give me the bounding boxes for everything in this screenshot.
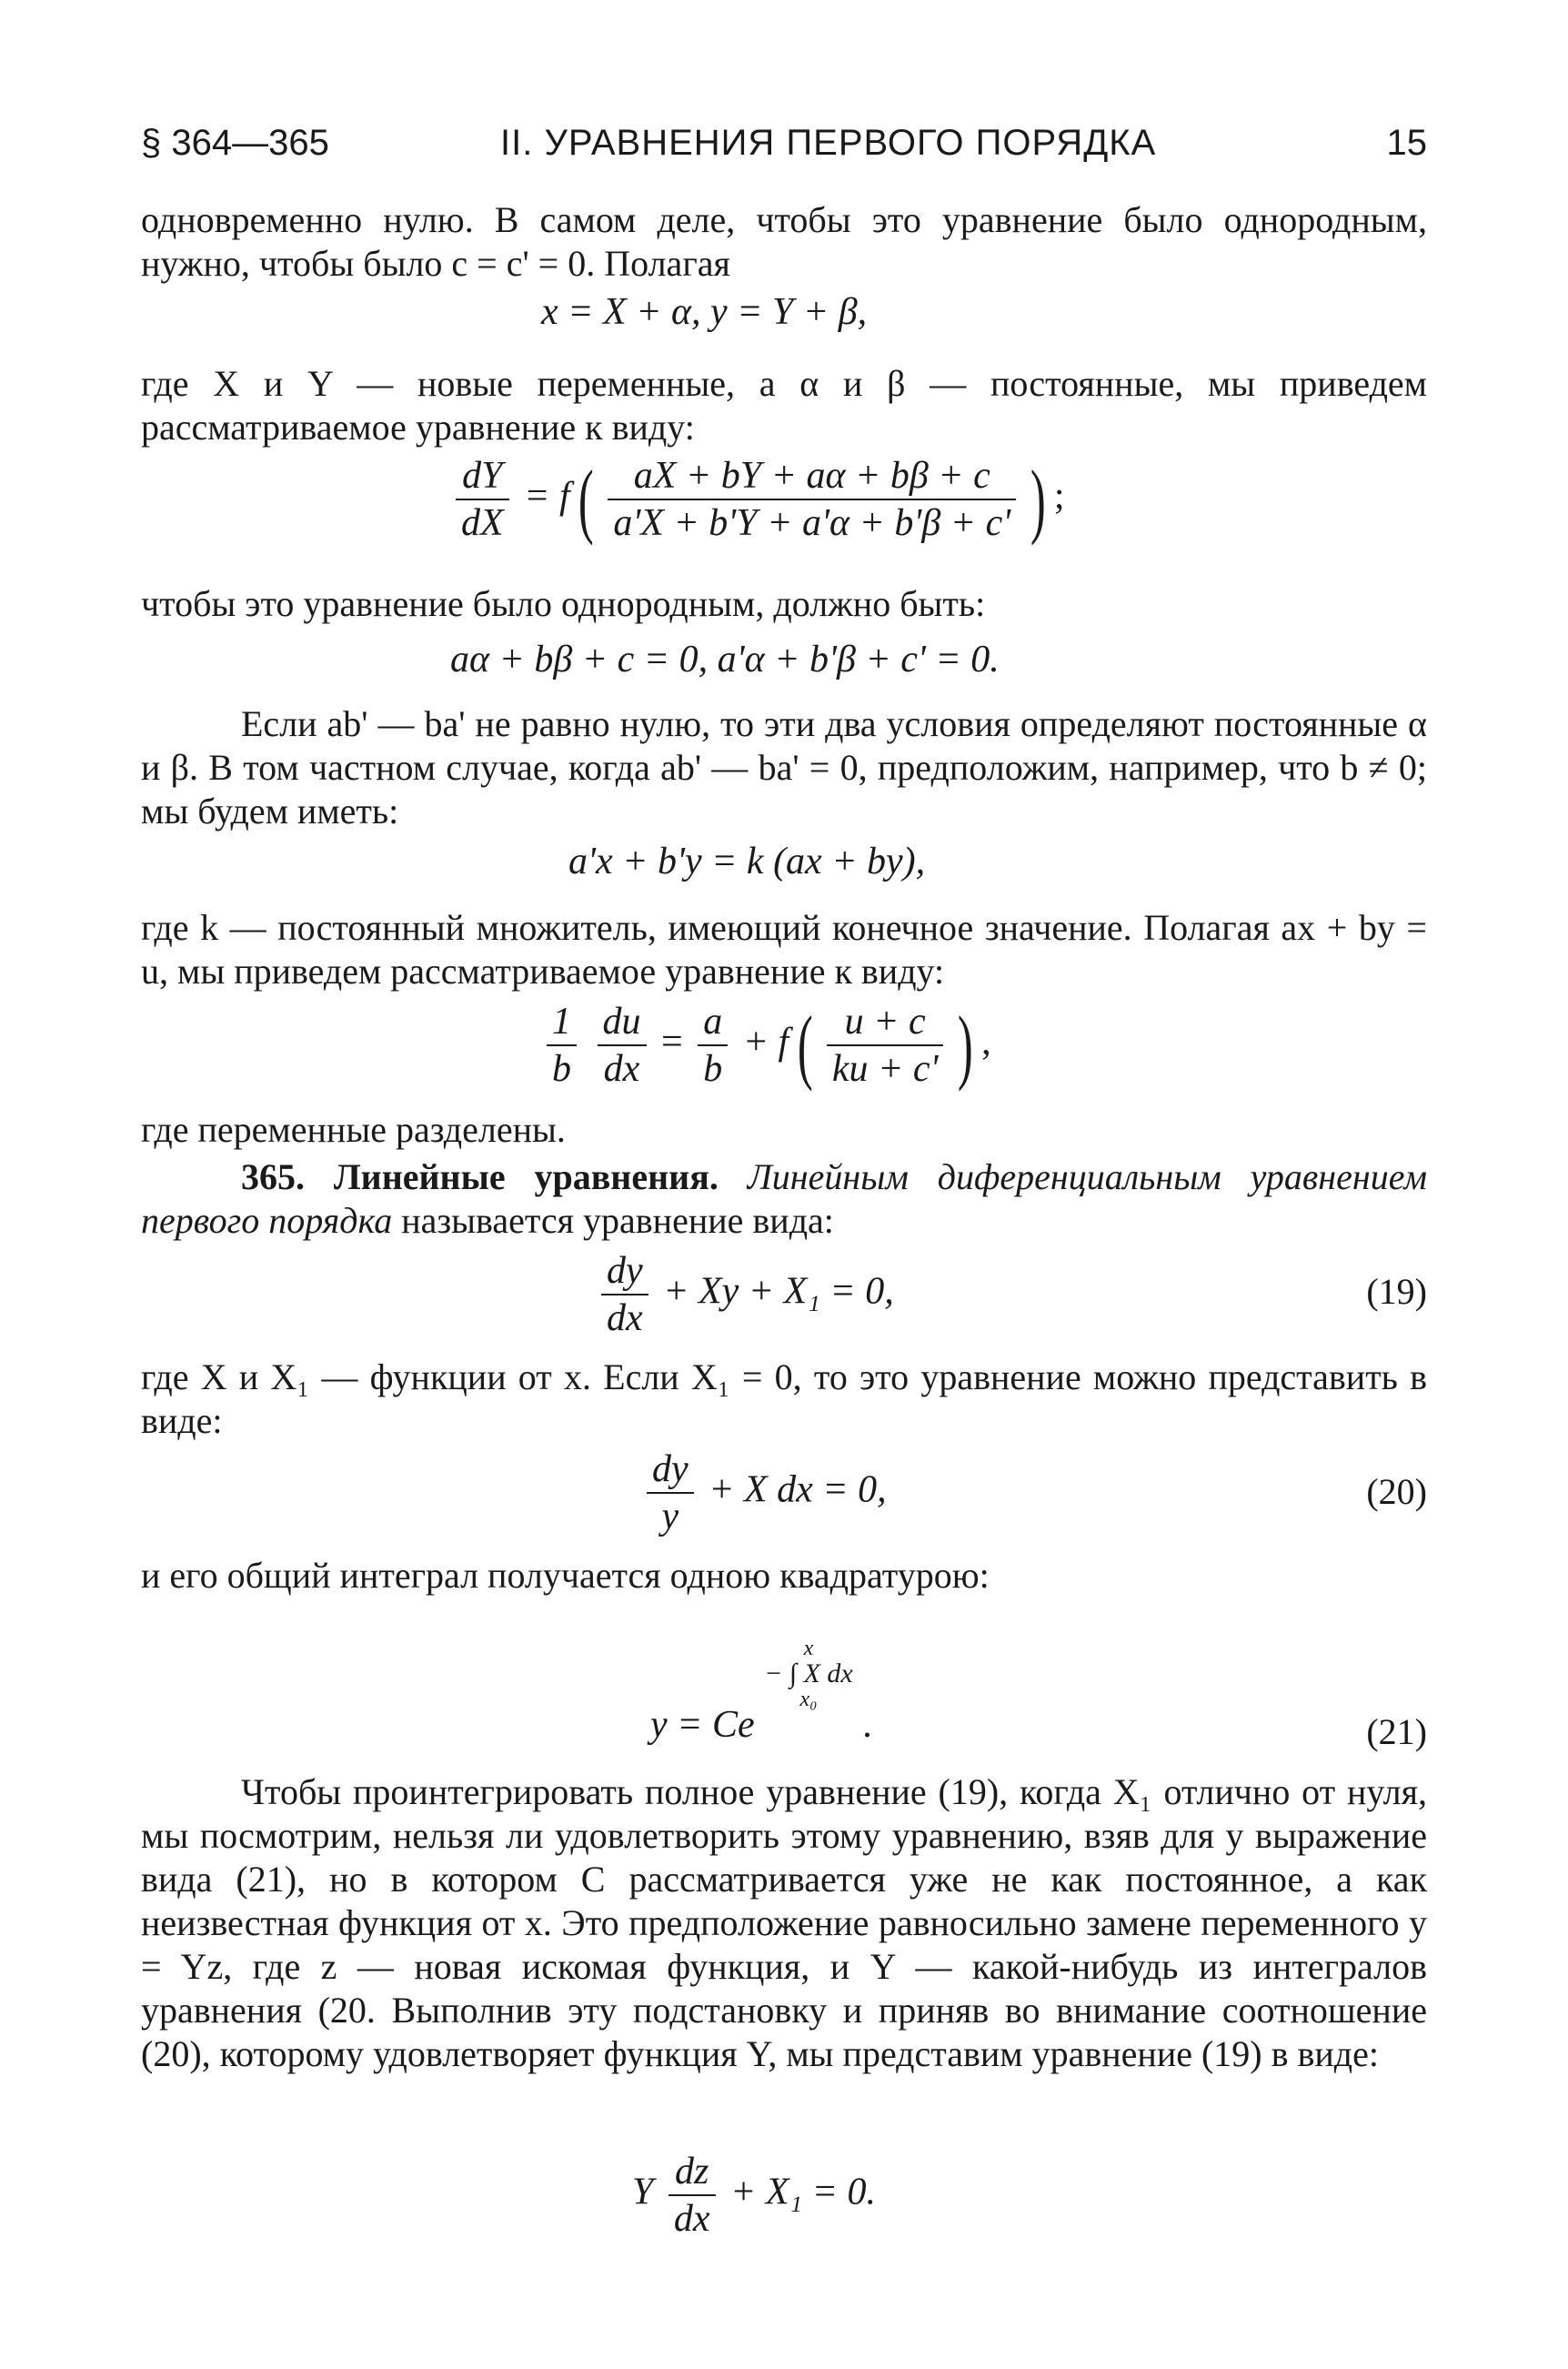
equation-substitution: x = X + α, y = Y + β, bbox=[541, 291, 868, 333]
equation-19: $\frac{dy}{dx}$ + Xy + X₁ = 0, bbox=[596, 1248, 894, 1341]
equation-separated: $\frac{1}{b}$ $\frac{du}{dx}$ = $\frac{a}{b}$ + f ( $\frac{u + c}{ku + c'}$ ) , bbox=[541, 999, 991, 1092]
paragraph-8: где X и X₁ — функции от x. Если X₁ = 0, то это уравнение можно представить в виде: bbox=[141, 1356, 1427, 1441]
paragraph-3: чтобы это уравнение было однородным, должно быть: bbox=[141, 583, 986, 624]
equation-20: $\frac{dy}{y}$ + X dx = 0, bbox=[641, 1447, 887, 1539]
equation-number-20: (20) bbox=[1366, 1471, 1427, 1512]
paragraph-6: где переменные разделены. bbox=[141, 1109, 566, 1150]
equation-transformed: $\frac{dY}{dX}$ = f ( $\frac{aX + bY + a\alpha + b\beta + c}{a'X + b'Y + a'\alpha + b'\beta + c'}$ ) ; bbox=[450, 453, 1065, 546]
fraction-argument: $\frac{aX + bY + a\alpha + b\beta + c}{a'X + b'Y + a'\alpha + b'\beta + c'}$ bbox=[608, 453, 1016, 546]
equation-final: Y $\frac{dz}{dx}$ + X₁ = 0. bbox=[632, 2151, 876, 2240]
paragraph-10: Чтобы проинтегрировать полное уравнение (19), когда X₁ отлично от нуля, мы посмотрим, нельзя ли удовлетворить этому уравнению, взяв для y выражение вида (21), но в котором C рассматривается уже не как постоянное, а как неизвестная функция от x. Это предположение равносильно замене переменного y = Yz, где z — новая искомая функция, и Y — какой-нибудь из интегралов уравнения (20. Выполнив эту подстановку и приняв во внимание соотношение (20), которому удовлетворяет функция Y, мы представим уравнение (19) в виде: bbox=[141, 1771, 1427, 2074]
defined-term: Линейным диференциальным уравнением первого порядка bbox=[141, 1156, 1427, 1241]
paragraph-9: и его общий интеграл получается одною квадратурою: bbox=[141, 1555, 990, 1596]
page-number: 15 bbox=[1386, 123, 1427, 163]
paragraph-5: где k — постоянный множитель, имеющий конечное значение. Полагая ax + by = u, мы приведем рассматриваемое уравнение к виду: bbox=[141, 907, 1427, 992]
paragraph-7: 365. Линейные уравнения. Линейным диференциальным уравнением первого порядка называется уравнение вида: bbox=[141, 1156, 1427, 1241]
equation-number-19: (19) bbox=[1366, 1271, 1427, 1312]
equation-linear-relation: a'x + b'y = k (ax + by), bbox=[568, 841, 926, 882]
equation-number-21: (21) bbox=[1366, 1711, 1427, 1752]
equation-conditions: aα + bβ + c = 0, a'α + b'β + c' = 0. bbox=[450, 639, 1000, 680]
paragraph-2: где X и Y — новые переменные, а α и β — постоянные, мы приведем рассматриваемое уравнение к виду: bbox=[141, 363, 1427, 448]
paragraph-1: одновременно нулю. В самом деле, чтобы это уравнение было однородным, нужно, чтобы было c = c' = 0. Полагая bbox=[141, 199, 1427, 284]
running-header bbox=[141, 123, 1427, 177]
equation-21: y = Ce x − ∫ X dx x₀ . bbox=[650, 1637, 872, 1746]
section-heading: 365. Линейные уравнения. bbox=[241, 1156, 719, 1197]
paragraph-4: Если ab' — ba' не равно нулю, то эти два условия определяют постоянные α и β. В том частном случае, когда ab' — ba' = 0, предположим, например, что b ≠ 0; мы будем иметь: bbox=[141, 703, 1427, 832]
fraction-dy-dx: $\frac{dY}{dX}$ bbox=[456, 453, 509, 546]
chapter-title: II. УРАВНЕНИЯ ПЕРВОГО ПОРЯДКА bbox=[500, 123, 1157, 163]
section-ref: § 364—365 bbox=[141, 123, 329, 163]
